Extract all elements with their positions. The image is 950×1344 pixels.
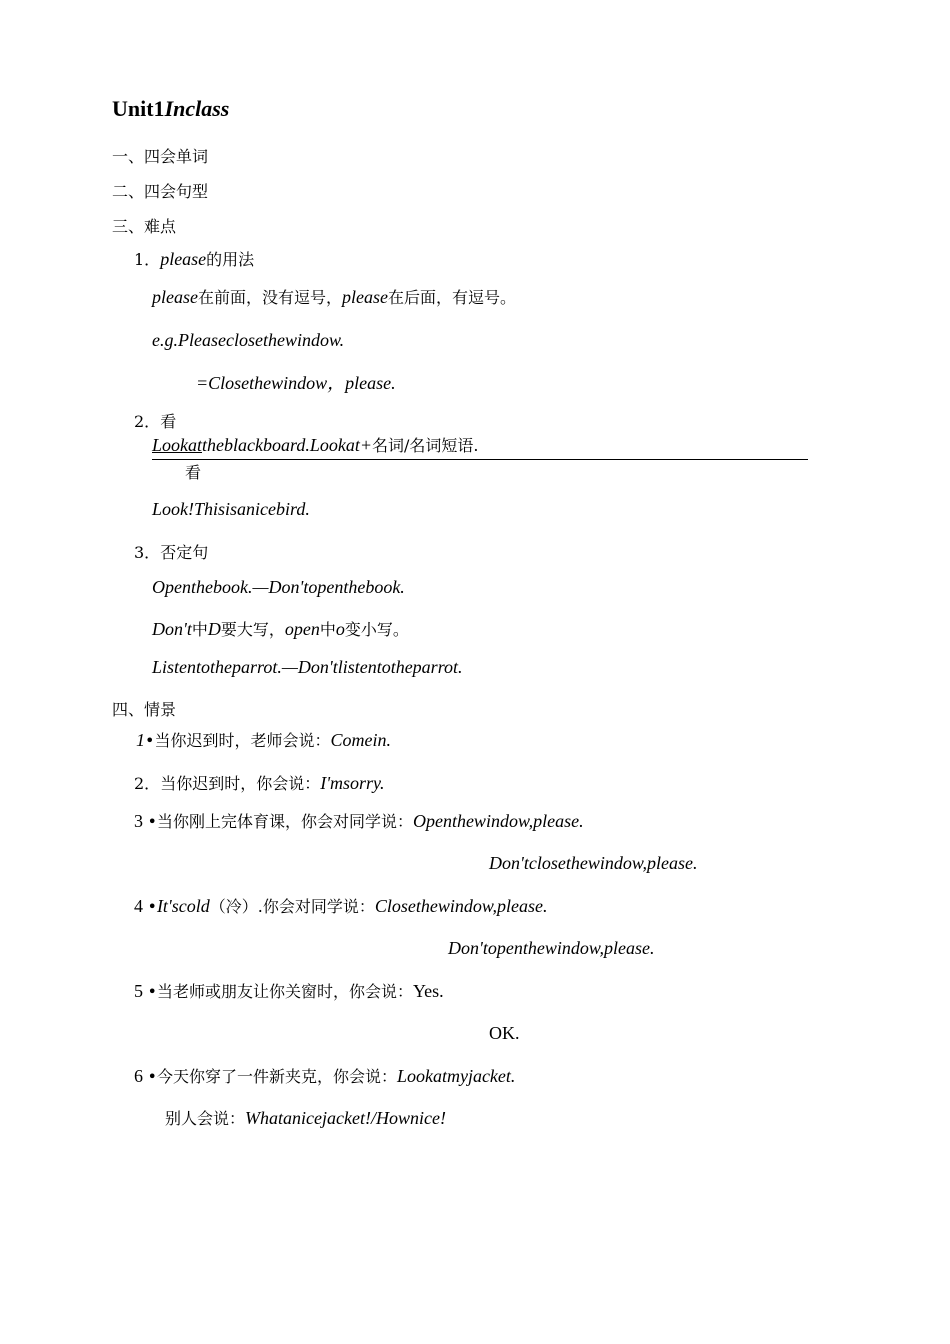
point3-heading-cn: 否定句 bbox=[160, 543, 209, 562]
point2-sentence-rest: theblackboard.Lookat+ bbox=[202, 435, 372, 455]
point3-example1-dash: — bbox=[252, 577, 269, 597]
point1-example1: e.g.Pleaseclosethewindow. bbox=[152, 330, 345, 350]
situation-5 bbox=[134, 980, 444, 1003]
situation-5-bullet: • bbox=[147, 982, 157, 1001]
point1-heading bbox=[134, 248, 254, 271]
situation-4-en2: Don'topenthewindow,please. bbox=[448, 938, 655, 958]
point1-rule-word1: please bbox=[152, 287, 198, 307]
point2-gloss: 看 bbox=[185, 463, 202, 482]
point1-rule-text2: 在后面，有逗号。 bbox=[387, 288, 516, 307]
point3-rule-t2: 要大写， bbox=[220, 620, 285, 639]
page-title bbox=[112, 96, 229, 122]
situation-2-cn: 当你迟到时，你会说： bbox=[160, 774, 321, 793]
situation-6-bullet: • bbox=[147, 1067, 157, 1086]
section-heading-3: 三、难点 bbox=[112, 217, 177, 236]
point3-rule-w4: o bbox=[335, 619, 345, 639]
situation-3-en2: Don'tclosethewindow,please. bbox=[489, 853, 698, 873]
situation-3-cn: 当你刚上完体育课，你会对同学说： bbox=[156, 812, 413, 831]
point1-word: please bbox=[160, 249, 207, 269]
situation-5-number: 5 bbox=[134, 981, 143, 1001]
situation-1-bullet: • bbox=[145, 731, 155, 750]
point1-number: 1． bbox=[134, 250, 161, 269]
point2-note: 名词/名词短语. bbox=[371, 436, 479, 455]
situation-1-number: 1 bbox=[136, 730, 145, 750]
title-name: Inclass bbox=[164, 96, 230, 121]
point1-rule bbox=[152, 286, 516, 309]
point1-rule-text1: 在前面，没有逗号， bbox=[197, 288, 342, 307]
situation-4-en: Closethewindow,please. bbox=[374, 896, 548, 916]
situation-6-reply-en: Whatanicejacket!/Hownice! bbox=[245, 1108, 446, 1128]
point2-rule-line bbox=[152, 459, 808, 460]
point3-rule bbox=[152, 618, 409, 641]
point3-rule-w1: Don't bbox=[152, 619, 192, 639]
point2-example: Look!Thisisanicebird. bbox=[152, 499, 310, 519]
situation-4 bbox=[134, 895, 548, 918]
situation-6-number: 6 bbox=[134, 1066, 143, 1086]
situation-3-number: 3 bbox=[134, 811, 143, 831]
point1-rule-word2: please bbox=[342, 287, 388, 307]
situation-4-number: 4 bbox=[134, 896, 143, 916]
situation-4-en-lead: It'scold bbox=[156, 896, 210, 916]
situation-2-en: I'msorry. bbox=[320, 773, 385, 793]
situation-4-cn: .你会对同学说： bbox=[257, 897, 375, 916]
point3-rule-w3: open bbox=[284, 619, 320, 639]
situation-1-cn: 当你迟到时，老师会说： bbox=[154, 731, 331, 750]
section-heading-4: 四、情景 bbox=[112, 700, 177, 719]
situation-3 bbox=[134, 810, 584, 833]
point3-example2: Listentotheparrot.—Don'tlistentotheparrot. bbox=[152, 657, 463, 677]
point1-example2: =Closethewindow，please. bbox=[196, 373, 396, 393]
point3-rule-t4: 变小写。 bbox=[344, 620, 409, 639]
point1-heading-cn: 的用法 bbox=[206, 250, 255, 269]
situation-3-bullet: • bbox=[147, 812, 157, 831]
section-heading-2: 二、四会句型 bbox=[112, 182, 209, 201]
situation-5-en2: OK. bbox=[489, 1023, 520, 1043]
situation-2-number: 2． bbox=[134, 774, 161, 793]
situation-4-bullet: • bbox=[147, 897, 157, 916]
point2-sentence bbox=[152, 434, 478, 457]
point3-rule-t3: 中 bbox=[319, 620, 336, 639]
title-unit: Unit1 bbox=[112, 96, 165, 121]
situation-6 bbox=[134, 1065, 515, 1088]
point3-number: 3． bbox=[134, 543, 161, 562]
point3-example1 bbox=[152, 576, 405, 598]
situation-2 bbox=[134, 772, 385, 795]
point3-example1-a: Openthebook. bbox=[152, 577, 253, 597]
point2-heading bbox=[134, 411, 176, 433]
situation-3-en: Openthewindow,please. bbox=[412, 811, 584, 831]
situation-6-reply-cn: 别人会说： bbox=[165, 1109, 246, 1128]
situation-5-en: Yes. bbox=[412, 981, 444, 1001]
situation-1-en: Comein. bbox=[330, 730, 391, 750]
situation-5-cn: 当老师或朋友让你关窗时，你会说： bbox=[156, 982, 413, 1001]
point3-example1-b: Don'topenthebook. bbox=[268, 577, 405, 597]
point2-heading-cn: 看 bbox=[160, 412, 177, 431]
section-heading-1: 一、四会单词 bbox=[112, 147, 209, 166]
situation-6-reply bbox=[165, 1107, 446, 1130]
point3-heading bbox=[134, 542, 208, 564]
situation-6-en: Lookatmyjacket. bbox=[396, 1066, 516, 1086]
situation-1 bbox=[136, 729, 391, 752]
situation-4-paren: （冷） bbox=[209, 897, 258, 916]
point3-rule-t1: 中 bbox=[191, 620, 208, 639]
point2-number: 2． bbox=[134, 412, 161, 431]
situation-6-cn: 今天你穿了一件新夹克，你会说： bbox=[156, 1067, 397, 1086]
point2-phrase: Lookat bbox=[152, 435, 203, 455]
point3-rule-w2: D bbox=[207, 619, 221, 639]
